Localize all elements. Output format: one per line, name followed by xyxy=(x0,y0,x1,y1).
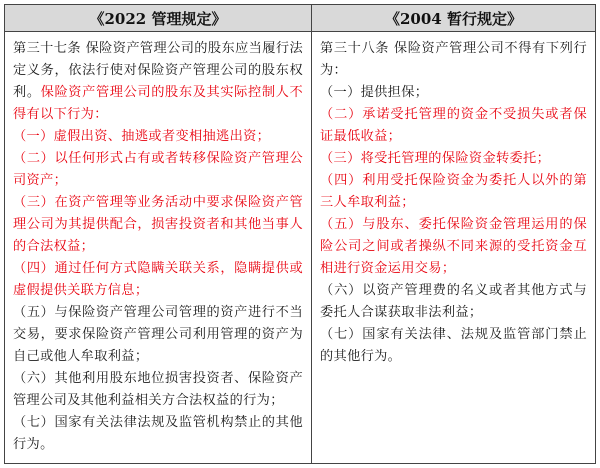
left-column-header xyxy=(5,5,312,32)
left-intro-paragraph xyxy=(13,38,303,126)
comparison-table xyxy=(4,4,596,464)
right-item-1: （一）提供担保； xyxy=(320,85,429,100)
right-item-7: （七）国家有关法律、法规及监管部门禁止的其他行为。 xyxy=(320,327,587,364)
left-item-6: （六）其他利用股东地位损害投资者、保险资产管理公司及其他利益相关方合法权益的行为； xyxy=(13,371,303,408)
right-column-body xyxy=(312,32,595,463)
left-item-2: （二）以任何形式占有或者转移保险资产管理公司资产； xyxy=(13,151,303,188)
right-item-4: （四）利用受托保险资金为委托人以外的第三人牟取利益； xyxy=(320,173,587,210)
left-intro-red-text: 保险资产管理公司的股东及其实际控制人不得有以下行为： xyxy=(13,85,303,122)
left-item-7: （七）国家有关法律法规及监管机构禁止的其他行为。 xyxy=(13,415,303,452)
left-item-1: （一）虚假出资、抽逃或者变相抽逃出资； xyxy=(13,129,271,144)
left-item-4: （四）通过任何方式隐瞒关联关系，隐瞒提供或虚假提供关联方信息； xyxy=(13,261,303,298)
left-item-5: （五）与保险资产管理公司管理的资产进行不当交易，要求保险资产管理公司利用管理的资产为自己或他人牟取利益； xyxy=(13,305,303,364)
right-item-2: （二）承诺受托管理的资金不受损失或者保证最低收益； xyxy=(320,107,587,144)
left-item-3: （三）在资产管理等业务活动中要求保险资产管理公司为其提供配合，损害投资者和其他当事人的合法权益； xyxy=(13,195,303,254)
right-column-header xyxy=(312,5,595,32)
right-intro-paragraph: 第三十八条 保险资产管理公司不得有下列行为： xyxy=(320,41,587,78)
right-item-6: （六）以资产管理费的名义或者其他方式与委托人合谋获取非法利益； xyxy=(320,283,587,320)
right-item-3: （三）将受托管理的保险资金转委托； xyxy=(320,151,551,166)
left-column-title: 《2022 管理规定》 xyxy=(89,9,227,28)
left-column-body xyxy=(5,32,312,463)
left-intro-text: 第三十七条 保险资产管理公司的股东应当履行法定义务，依法行使对保险资产管理公司的股东权利。 xyxy=(13,41,303,100)
right-column-title: 《2004 暂行规定》 xyxy=(385,9,522,28)
right-item-5: （五）与股东、委托保险资金管理运用的保险公司之间或者操纵不同来源的受托资金互相进行资金运用交易； xyxy=(320,217,587,276)
